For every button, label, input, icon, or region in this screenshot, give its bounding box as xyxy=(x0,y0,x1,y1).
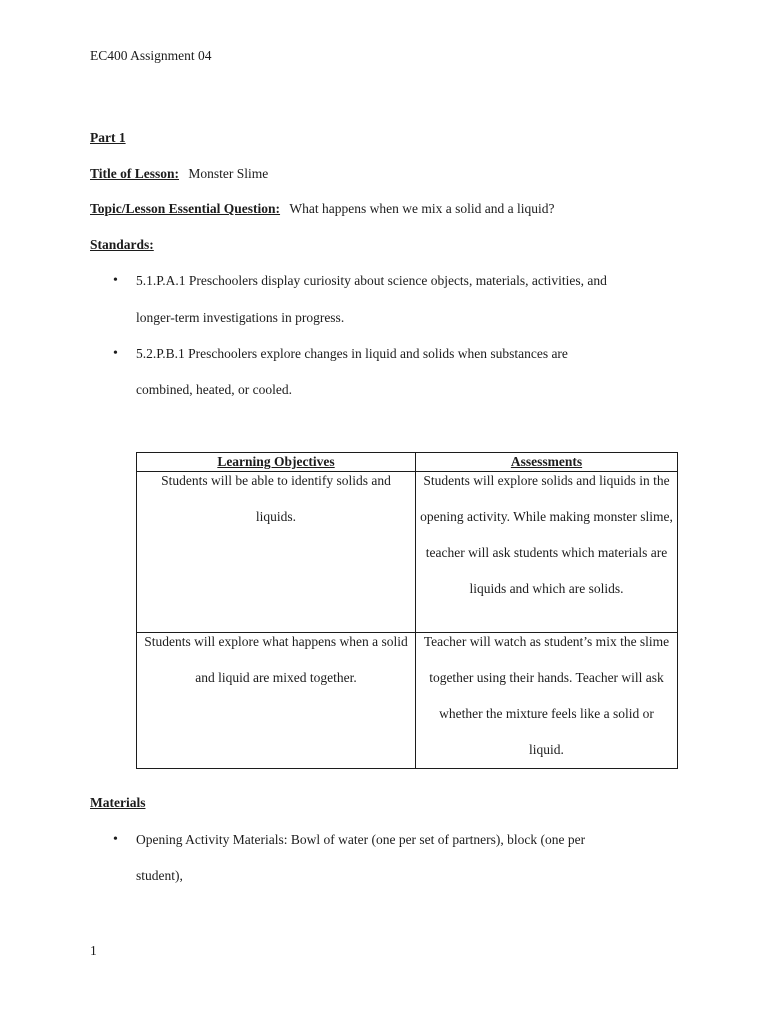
material-1-line-1: Opening Activity Materials: Bowl of water (one per set of partners), block (one per xyxy=(136,832,586,847)
objectives-table xyxy=(136,452,678,769)
materials-heading: Materials xyxy=(90,795,146,810)
header-learning-objectives: Learning Objectives xyxy=(137,453,416,472)
part-title: Part 1 xyxy=(90,130,126,145)
lesson-title-value: Monster Slime xyxy=(188,166,269,181)
assessment-cell xyxy=(416,472,678,633)
material-1-line-2: student), xyxy=(136,868,183,883)
table-row xyxy=(137,472,678,633)
standard-1-line-1: 5.1.P.A.1 Preschoolers display curiosity about science objects, materials, activities, and xyxy=(136,273,607,288)
lesson-title-label: Title of Lesson: xyxy=(90,166,180,181)
objective-text: Students will be able to identify solids and liquids. xyxy=(161,473,391,524)
standards-heading: Standards: xyxy=(90,237,154,252)
bullet-icon: • xyxy=(113,346,118,361)
standard-1-line-2: longer-term investigations in progress. xyxy=(136,310,345,325)
objective-cell xyxy=(137,472,416,633)
assessment-text: Teacher will watch as student’s mix the slime together using their hands. Teacher will ask whether the mixture feels like a solid or liquid. xyxy=(423,634,670,757)
page-number: 1 xyxy=(90,943,97,958)
assessment-cell xyxy=(416,633,678,769)
objective-text: Students will explore what happens when a solid and liquid are mixed together. xyxy=(144,634,408,685)
header-course: EC400 Assignment 04 xyxy=(90,48,212,63)
standard-2-line-2: combined, heated, or cooled. xyxy=(136,382,292,397)
essential-question-label: Topic/Lesson Essential Question: xyxy=(90,201,281,216)
table-row xyxy=(137,633,678,769)
essential-question-value: What happens when we mix a solid and a liquid? xyxy=(289,201,555,216)
bullet-icon: • xyxy=(113,273,118,288)
lesson-title-line xyxy=(90,166,268,182)
bullet-icon: • xyxy=(113,832,118,847)
objective-cell xyxy=(137,633,416,769)
assessment-text: Students will explore solids and liquids in the opening activity. While making monster slime, teacher will ask students which materials are liquids and which are solids. xyxy=(420,473,673,596)
standard-2-line-1: 5.2.P.B.1 Preschoolers explore changes in liquid and solids when substances are xyxy=(136,346,568,361)
essential-question-line xyxy=(90,201,554,217)
header-assessments: Assessments xyxy=(416,453,678,472)
